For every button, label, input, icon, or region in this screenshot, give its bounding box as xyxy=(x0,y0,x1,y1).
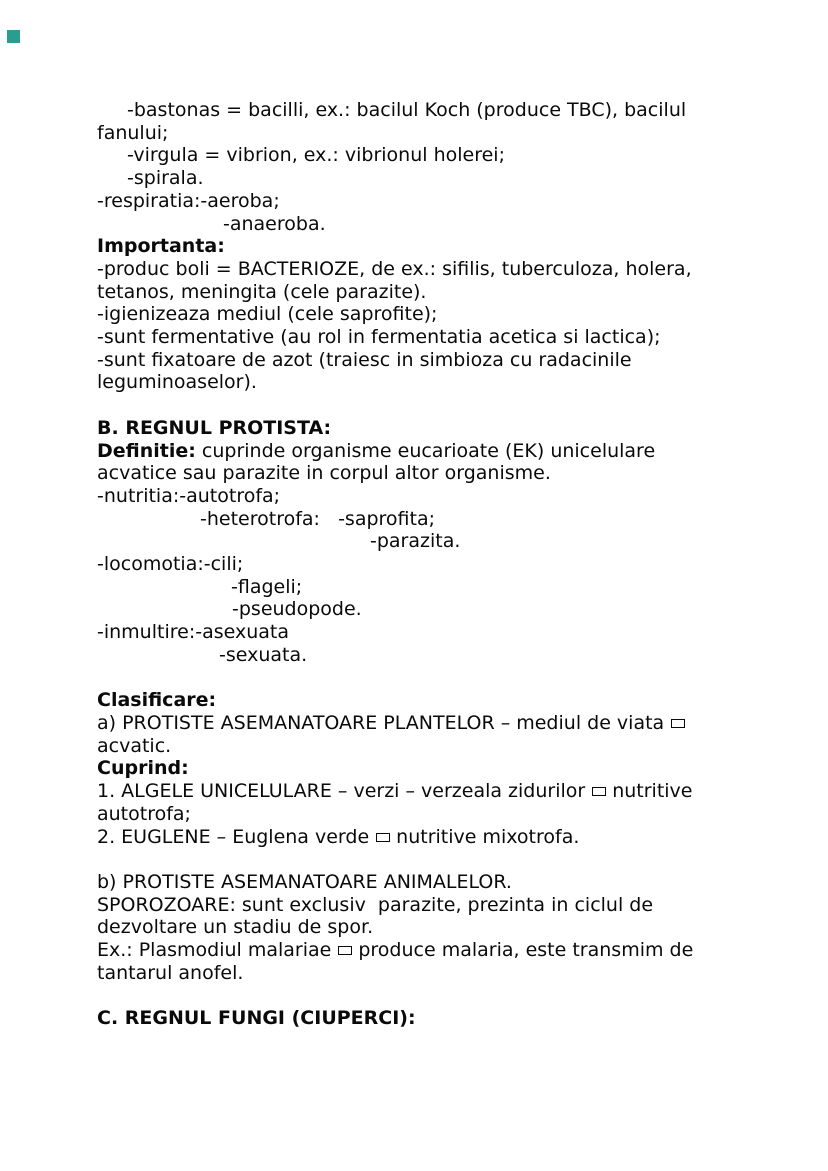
accent-square xyxy=(7,30,20,43)
body-text: acvatic. xyxy=(97,734,172,757)
text-line xyxy=(97,371,817,394)
heading-text: C. REGNUL FUNGI (CIUPERCI): xyxy=(97,1007,416,1030)
body-text: b) PROTISTE ASEMANATOARE ANIMALELOR. xyxy=(97,870,512,893)
heading-text: Importanta: xyxy=(97,235,225,258)
text-line xyxy=(97,417,817,440)
text-line xyxy=(97,757,817,780)
body-text: 1. ALGELE UNICELULARE – verzi – verzeala zidurilor xyxy=(97,780,586,803)
body-text: leguminoaselor). xyxy=(97,371,257,394)
text-line xyxy=(97,190,817,213)
heading-text: Clasificare: xyxy=(97,689,217,712)
text-line xyxy=(97,303,817,326)
body-text: -heterotrofa: -saprofita; xyxy=(200,507,436,530)
text-line xyxy=(97,962,817,985)
body-text: -locomotia:-cili; xyxy=(97,553,244,576)
text-line xyxy=(97,99,817,122)
text-line xyxy=(97,621,817,644)
text-line xyxy=(97,894,817,917)
body-text: -pseudopode. xyxy=(232,598,362,621)
body-text: Ex.: Plasmodiul malariae xyxy=(97,939,332,962)
body-text: fanului; xyxy=(97,121,169,144)
body-text: nutritive mixotrofa. xyxy=(396,825,580,848)
body-text: -parazita. xyxy=(370,530,461,553)
text-line xyxy=(97,167,817,190)
text-line xyxy=(97,598,817,621)
blank-line xyxy=(97,984,817,1007)
body-text: -inmultire:-asexuata xyxy=(97,621,289,644)
body-text: a) PROTISTE ASEMANATOARE PLANTELOR – mediul de viata xyxy=(97,711,665,734)
text-line xyxy=(97,1007,817,1030)
body-text: -sunt fermentative (au rol in fermentatia acetica si lactica); xyxy=(97,326,661,349)
body-text: -virgula = vibrion, ex.: vibrionul holerei; xyxy=(127,144,505,167)
text-line xyxy=(97,735,817,758)
text-line xyxy=(97,235,817,258)
text-line xyxy=(97,530,817,553)
blank-line xyxy=(97,394,817,417)
text-line xyxy=(97,485,817,508)
body-text: 2. EUGLENE – Euglena verde xyxy=(97,825,370,848)
body-text: dezvoltare un stadiu de spor. xyxy=(97,916,374,939)
text-line xyxy=(97,144,817,167)
body-text: acvatice sau parazite in corpul altor organisme. xyxy=(97,462,551,485)
body-text: cuprinde organisme eucarioate (EK) unicelulare xyxy=(195,439,656,462)
text-line xyxy=(97,553,817,576)
body-text: -sunt fixatoare de azot (traiesc in simbioza cu radacinile xyxy=(97,348,632,371)
blank-line xyxy=(97,667,817,690)
text-line xyxy=(97,326,817,349)
text-line xyxy=(97,576,817,599)
body-text: -nutritia:-autotrofa; xyxy=(97,484,281,507)
body-text: produce malaria, este transmim de xyxy=(358,939,694,962)
text-line xyxy=(97,508,817,531)
heading-text: Cuprind: xyxy=(97,757,189,780)
body-text: -anaeroba. xyxy=(223,212,326,235)
body-text: -respiratia:-aeroba; xyxy=(97,189,280,212)
text-line xyxy=(97,462,817,485)
body-text: tetanos, meningita (cele parazite). xyxy=(97,280,427,303)
body-text: -bastonas = bacilli, ex.: bacilul Koch (produce TBC), bacilul xyxy=(127,99,687,121)
text-line xyxy=(97,939,817,962)
text-line xyxy=(97,281,817,304)
text-line xyxy=(97,916,817,939)
missing-glyph-box xyxy=(592,787,606,796)
text-line xyxy=(97,712,817,735)
body-text: autotrofa; xyxy=(97,802,191,825)
text-line xyxy=(97,780,817,803)
body-text: -igienizeaza mediul (cele saprofite); xyxy=(97,303,438,326)
text-line xyxy=(97,689,817,712)
text-line xyxy=(97,803,817,826)
heading-text: B. REGNUL PROTISTA: xyxy=(97,416,332,439)
document-content xyxy=(97,99,817,1030)
text-line xyxy=(97,349,817,372)
body-text: -spirala. xyxy=(127,167,204,190)
heading-text: Definitie: xyxy=(97,439,196,462)
text-line xyxy=(97,871,817,894)
text-line xyxy=(97,826,817,849)
body-text: -sexuata. xyxy=(219,643,308,666)
text-line xyxy=(97,122,817,145)
body-text: tantarul anofel. xyxy=(97,961,244,984)
text-line xyxy=(97,258,817,281)
text-line xyxy=(97,440,817,463)
missing-glyph-box xyxy=(671,719,685,728)
body-text: -produc boli = BACTERIOZE, de ex.: sifilis, tuberculoza, holera, xyxy=(97,257,692,280)
body-text: SPOROZOARE: sunt exclusiv parazite, prezinta in ciclul de xyxy=(97,893,654,916)
text-line xyxy=(97,213,817,236)
body-text: -flageli; xyxy=(231,575,303,598)
blank-line xyxy=(97,848,817,871)
text-line xyxy=(97,644,817,667)
body-text: nutritive xyxy=(612,780,693,803)
missing-glyph-box xyxy=(376,833,390,842)
missing-glyph-box xyxy=(338,946,352,955)
